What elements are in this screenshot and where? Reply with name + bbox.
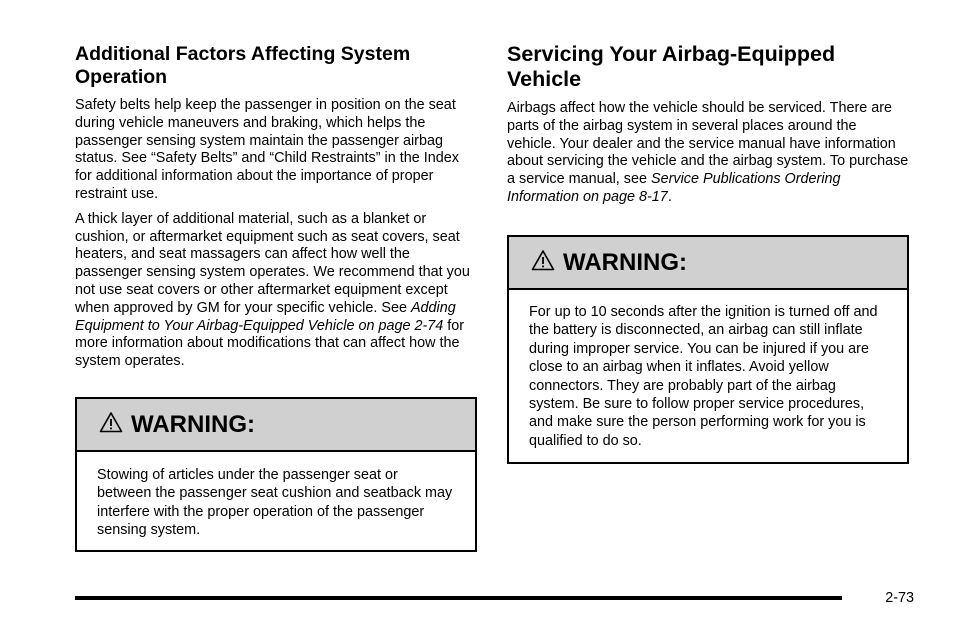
paragraph-text: . — [667, 188, 672, 205]
cross-reference-adding-equipment: Adding Equipment to Your Airbag-Equipped Vehicle on page 2-74 — [75, 299, 456, 334]
warning-text: Stowing of articles under the passenger seat or between the passenger seat cushion and seatback may interfere with the proper operation of the passenger sensing system. — [97, 467, 453, 539]
warning-box-airbag-service — [507, 235, 909, 464]
left-column — [75, 40, 478, 371]
warning-triangle-icon — [531, 249, 555, 276]
warning-box-passenger-seat — [75, 397, 477, 552]
footer-rule — [75, 596, 842, 600]
page-number: 2-73 — [885, 590, 914, 606]
warning-header — [77, 399, 475, 452]
right-column — [507, 40, 909, 207]
paragraph-thick-layer — [75, 211, 478, 371]
cross-reference-service-publications: Service Publications Ordering Information on page 8-17 — [507, 171, 841, 205]
warning-title: WARNING: — [131, 410, 255, 438]
warning-header — [509, 237, 907, 290]
warning-text: For up to 10 seconds after the ignition is turned off and the battery is disconnected, an airbag can still inflate during improper service. You can be injured if you are close to an airbag when it inflates. Avoid yellow connectors. They are probably part of the airbag system. Be sure to follow proper service procedures, and make sure the person performing work for you is qualified to do so. — [529, 304, 878, 449]
warning-title: WARNING: — [563, 248, 687, 276]
section-heading-servicing: Servicing Your Airbag-Equipped Vehicle — [507, 42, 836, 91]
paragraph-text: A thick layer of additional material, such as a blanket or cushion, or aftermarket equipment such as seat covers, seat heaters, and seat massagers can affect how well the passenger sensing system operates. We recommend that you not use seat covers or other aftermarket equipment except when approved by GM for your specific vehicle. See — [75, 210, 470, 316]
paragraph-text: Airbags affect how the vehicle should be serviced. There are parts of the airbag system in several places around the vehicle. Your dealer and the service manual have information about servicing the vehicle and the airbag system. To purchase a service manual, see — [507, 100, 909, 188]
paragraph-airbags-service — [507, 100, 909, 207]
paragraph-safety-belts: Safety belts help keep the passenger in position on the seat during vehicle maneuvers and braking, which helps the passenger sensing system maintain the passenger airbag status. See “Safety Belts” and “Child Restraints” in the Index for additional information about the importance of proper restraint use. — [75, 97, 459, 202]
section-heading-additional-factors: Additional Factors Affecting System Operation — [75, 43, 411, 88]
paragraph-text: for more information about modifications that can affect how the system operates. — [75, 317, 465, 370]
warning-triangle-icon — [99, 411, 123, 438]
